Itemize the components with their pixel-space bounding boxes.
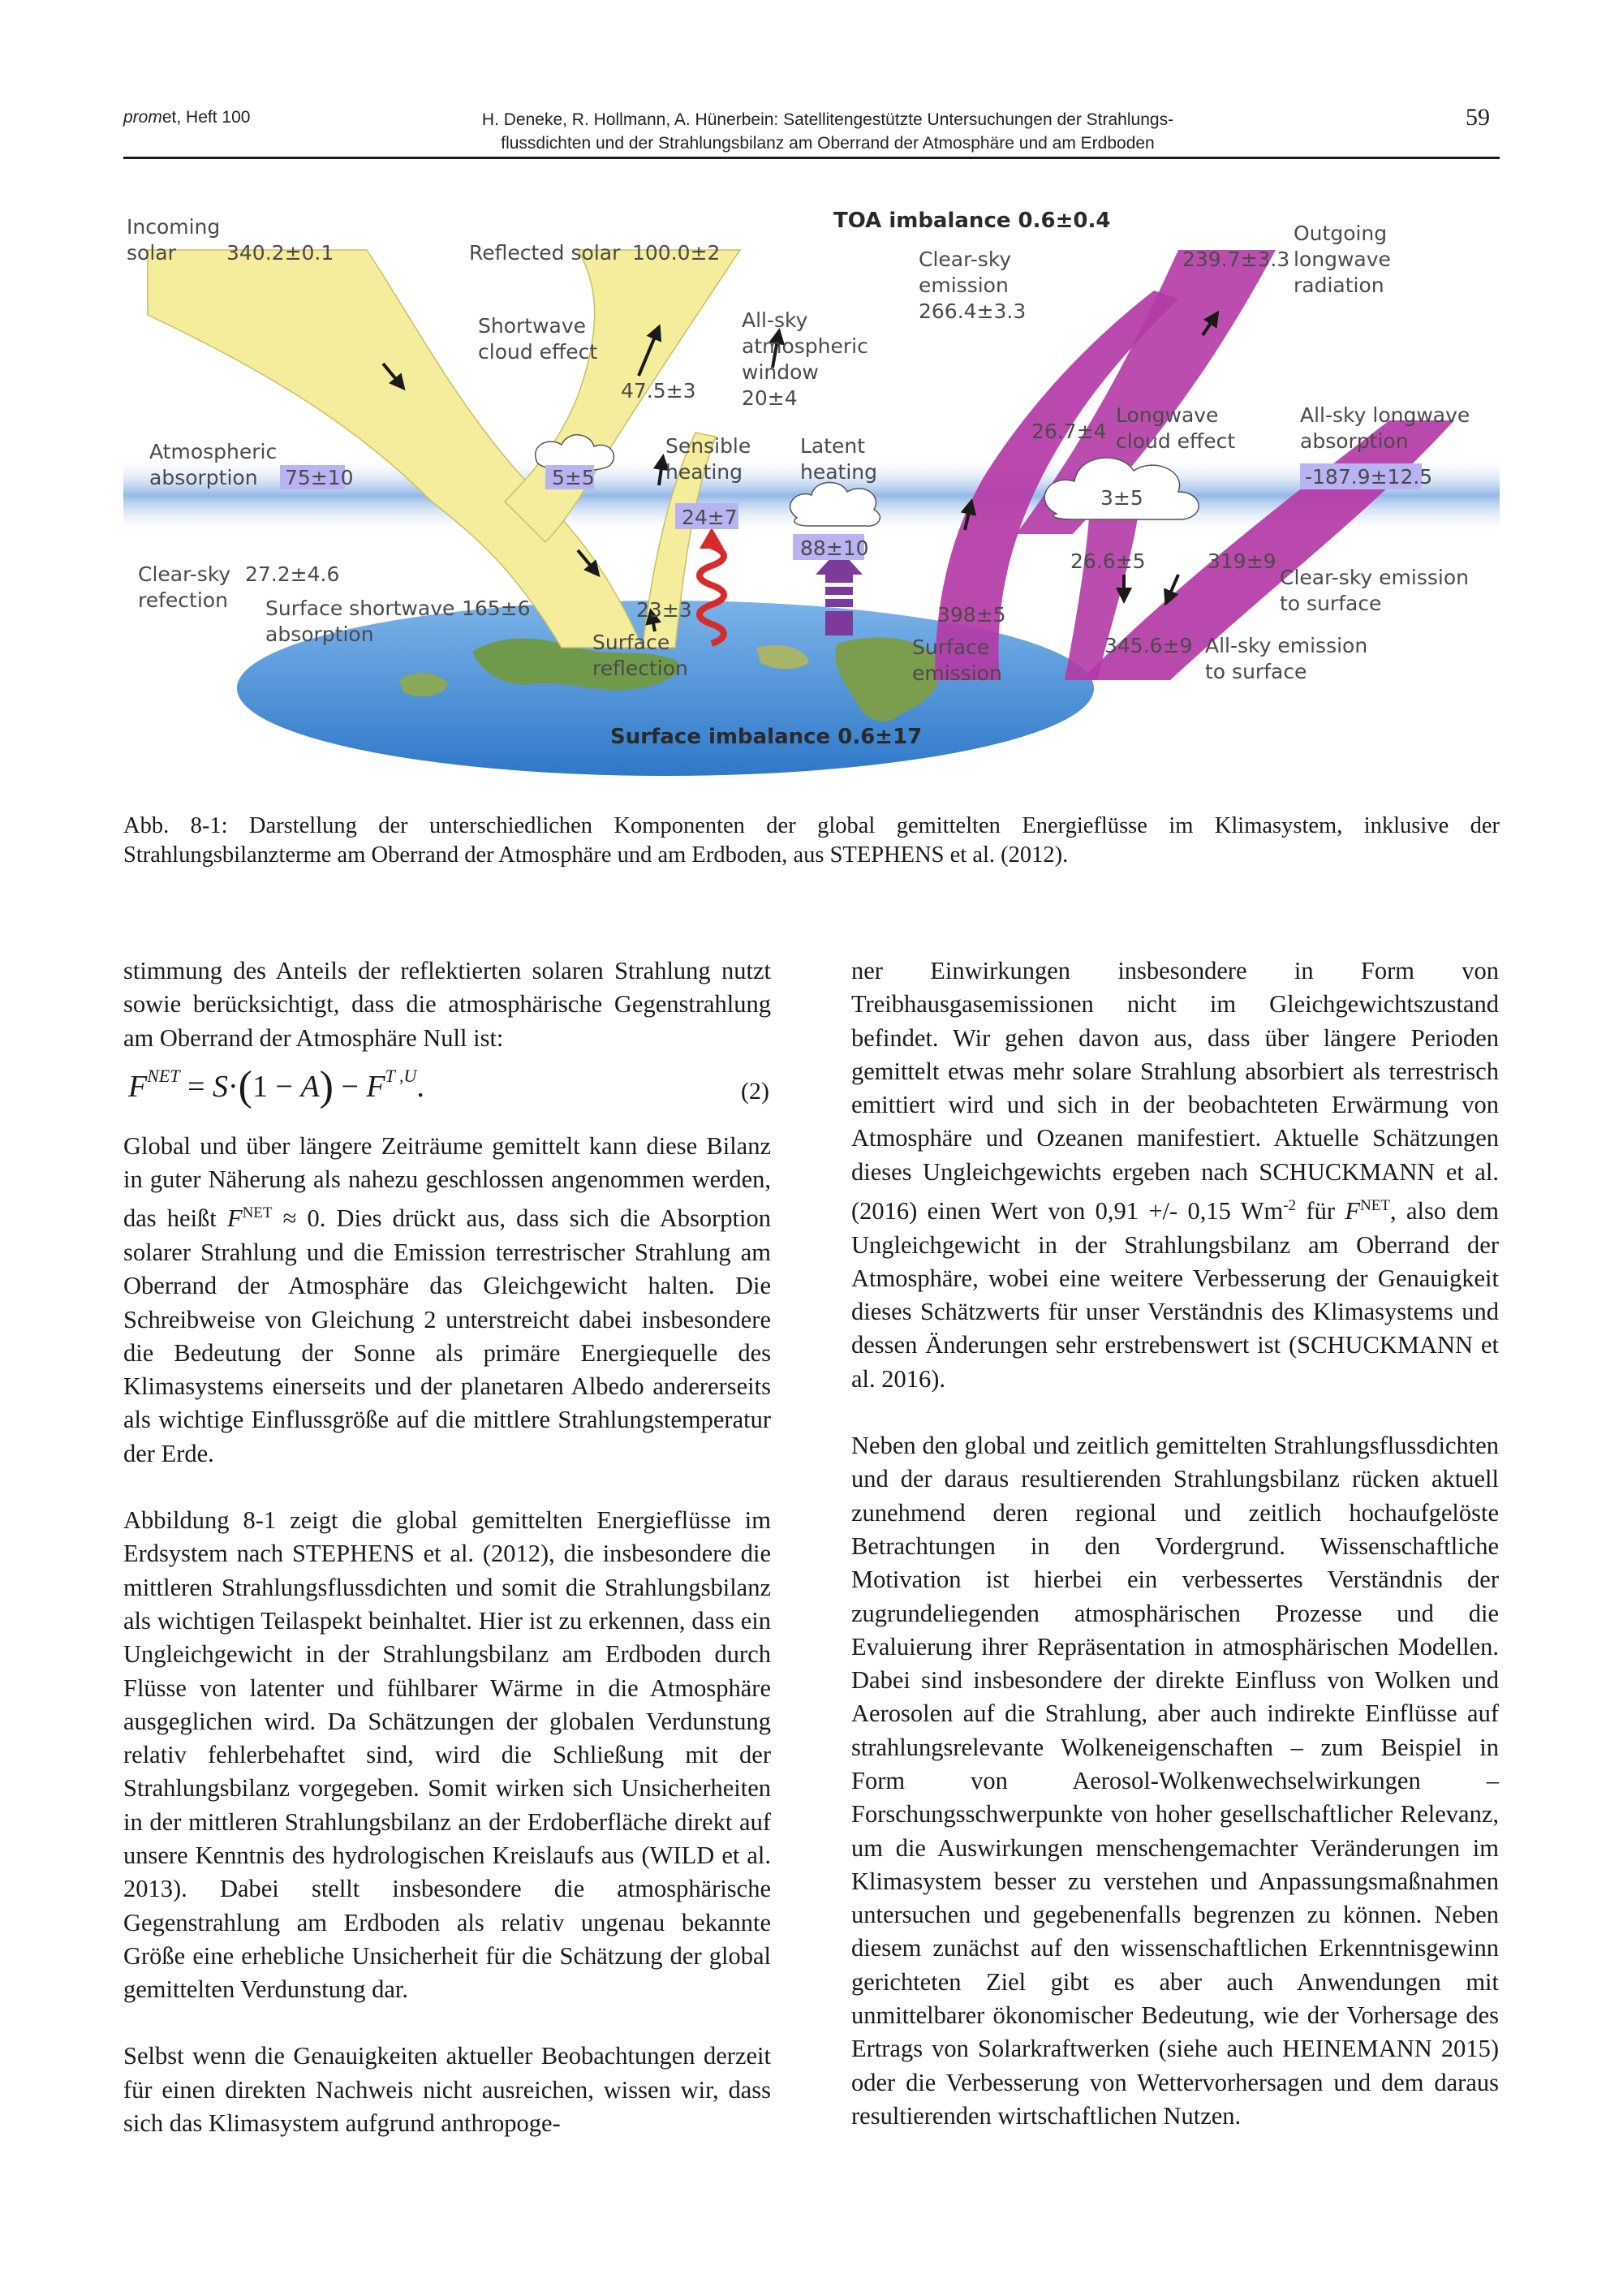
outgoing-lw-label-2: longwave [1294,248,1391,271]
incoming-solar-label-2: solar [127,241,176,265]
clear-sky-emission-label-2: emission [919,274,1009,297]
surface-sw-abs-value: 165±6 [462,597,531,620]
page-number: 59 [1466,104,1490,131]
atm-absorption-label-2: absorption [149,466,258,489]
sensible-heating-label-1: Sensible [665,434,751,458]
all-sky-lw-abs-value: -187.9±12.5 [1305,465,1433,489]
all-sky-window-value: 20±4 [742,386,798,410]
right-p1-text-b: für [1296,1197,1345,1226]
atm-absorption-label-1: Atmospheric [149,440,278,463]
journal-name-italic: prom [123,108,162,127]
all-sky-window-label-3: window [742,360,819,384]
eq-a: A [300,1069,320,1104]
clear-sky-to-surface-label-2: to surface [1280,592,1382,615]
toa-imbalance: TOA imbalance 0.6±0.4 [833,209,1111,233]
right-p1-text-a: ner Einwirkungen insbesondere in Form von Treibhausgasemissionen nicht im Gleichgewichtszustand befindet. Wir gehen davon aus, dass über längere Perioden gemittelt etwas mehr solare Strahlung absorbiert als terrestrisch emittiert wird und sich in der beobachteten Erwärmung von Atmosphäre und Ozeanen manifestiert. Aktuelle Schätzungen dieses Ungleichgewichts ergeben nach SCHUCKMANN et al. (2016) einen Wert von 0,91 +/- 0,15 Wm [851,957,1499,1226]
surface-emission-label-2: emission [912,661,1002,685]
latent-heating-label-1: Latent [800,434,866,458]
clear-sky-reflection-value: 27.2±4.6 [245,562,340,586]
eq-f-sup: T ,U [385,1065,417,1086]
eq-dot: · [228,1069,239,1104]
left-p2-symbol: F [226,1204,243,1233]
surface-reflection-value: 23±3 [636,598,692,622]
latent-heating-value: 88±10 [800,536,869,560]
eq-sign: = [187,1069,205,1104]
all-sky-lw-abs-label-2: absorption [1300,429,1409,453]
surface-imbalance: Surface imbalance 0.6±17 [610,725,923,749]
eq-f: F [366,1069,385,1104]
surface-sw-abs-label-1: Surface shortwave [265,597,455,620]
clear-sky-to-surface-label-1: Clear-sky emission [1280,566,1469,589]
clear-sky-emission-label-1: Clear-sky [919,248,1012,271]
left-column [123,954,771,2140]
left-paragraph-1: stimmung des Anteils der reflektierten solaren Strahlung nutzt sowie berücksichtigt, dass die atmosphärische Gegenstrahlung am Oberrand der Atmosphäre Null ist: [123,957,771,1052]
right-paragraph-1 [851,954,1499,1396]
right-p1-symbol-sup: NET [1360,1197,1390,1215]
outgoing-lw-value: 239.7±3.3 [1182,248,1290,271]
energy-flux-figure [123,193,1500,779]
right-p1-symbol: F [1345,1197,1361,1226]
left-paragraph-2 [123,1130,771,1471]
running-title [418,108,1238,155]
clear-sky-emission-value: 266.4±3.3 [919,299,1027,323]
all-sky-to-surface-label-1: All-sky emission [1205,634,1368,657]
latent-heating-label-2: heating [800,460,878,484]
cloud-sw-value: 5±5 [552,466,595,489]
eq-period: . [416,1069,424,1104]
sensible-heating-label-2: heating [665,460,743,484]
lw-cloud-value-2: 3±5 [1100,486,1143,510]
left-p2-text-a: Global und über längere Zeiträume gemittelt kann diese Bilanz in guter Näherung als nahezu geschlossen angenommen werden, das heißt [123,1131,771,1233]
clear-sky-to-surface-value: 319±9 [1208,549,1276,573]
surface-emission-label-1: Surface [912,635,990,659]
clear-sky-reflection-label-1: Clear-sky [138,562,231,586]
shortwave-cloud-label-2: cloud effect [478,340,598,364]
atm-absorption-value: 75±10 [285,466,354,489]
left-p2-text-b: ≈ 0. Dies drückt aus, dass sich die Absorption solarer Strahlung und die Emission terrestrischer Strahlung am Oberrand der Atmosphäre das Gleichgewicht halten. Die Schreibweise von Gleichung 2 unterstreicht dabei insbesondere die Bedeutung der Sonne als primäre Energiequelle des Klimasystems einerseits und der planetaren Albedo andererseits als wichtige Einflussgröße auf die mittlere Strahlungstemperatur der Erde. [123,1204,771,1467]
eq-lhs: F [128,1069,148,1104]
right-p1-text-c: , also dem Ungleichgewicht in der Strahlungsbilanz am Oberrand der Atmosphäre, wobei eine weitere Verbesserung der Genauigkeit dieses Schätzwerts für unser Verständnis des Klimasystems und dessen Änderungen sehr erstrebenswert ist (SCHUCKMANN et al. 2016). [851,1197,1499,1393]
equation-body [128,1062,424,1109]
clear-sky-reflection-label-2: refection [138,588,228,612]
figure-caption: Abb. 8-1: Darstellung der unterschiedlichen Komponenten der global gemittelten Energieflüsse im Klimasystem, inklusive der Strahlungsbilanzterme am Oberrand der Atmosphäre und am Erdboden, aus STEPHENS et al. (2012). [123,813,1500,868]
left-paragraph-3: Abbildung 8-1 zeigt die global gemittelten Energieflüsse im Erdsystem nach STEPHENS et al. (2012), die insbesondere die mittleren Strahlungsflussdichten und somit die Strahlungsbilanz als wichtigen Teilaspekt beinhaltet. Hier ist zu erkennen, dass ein Ungleichgewicht in der Strahlungsbilanz am Erdboden durch Flüsse von latenter und fühlbarer Wärme in die Atmosphäre ausgeglichen wird. Da Schätzungen der globalen Verdunstung relativ fehlerbehaftet sind, wird die Schließung mit der Strahlungsbilanz vorgegeben. Somit wirken sich Unsicherheiten in der mittleren Strahlungsbilanz an der Erdoberfläche direkt auf unsere Kenntnis des hydrologischen Kreislaufs aus (WILD et al. 2013). Dabei stellt insbesondere die atmosphärische Gegenstrahlung am Erdboden als relativ ungenau bekannte Größe eine erhebliche Unsicherheit für die Schätzung der global gemittelten Verdunstung dar. [123,1506,771,2004]
outgoing-lw-label-1: Outgoing [1294,222,1388,245]
incoming-solar-label-1: Incoming [127,215,221,239]
all-sky-window-label-2: atmospheric [742,334,868,358]
energy-flux-diagram [123,193,1500,779]
running-title-line-2: flussdichten und der Strahlungsbilanz am Oberrand der Atmosphäre und am Erdboden [501,134,1155,153]
all-sky-to-surface-label-2: to surface [1205,660,1307,683]
incoming-solar-value: 340.2±0.1 [226,241,334,265]
equation-number: (2) [741,1077,769,1105]
lw-cloud-effect-label-1: Longwave [1116,403,1219,427]
surface-sw-abs-label-2: absorption [265,622,374,646]
left-paragraph-4: Selbst wenn die Genauigkeiten aktueller Beobachtungen derzeit für einen direkten Nachweis nicht ausreichen, wissen wir, dass sich das Klimasystem aufgrund anthropoge- [123,2042,771,2138]
eq-minus: − [333,1069,367,1104]
surface-emission-value: 398±5 [937,603,1006,627]
right-column [851,954,1499,2133]
surface-reflection-label-2: reflection [592,657,688,680]
sensible-heating-value: 24±7 [682,506,738,529]
outgoing-lw-label-3: radiation [1294,274,1384,297]
lw-cloud-effect-label-2: cloud effect [1116,429,1236,453]
eq-rparen: ) [319,1062,334,1109]
all-sky-lw-abs-label-1: All-sky longwave [1300,403,1470,427]
surface-reflection-label-1: Surface [592,631,670,654]
header-rule [123,157,1500,159]
left-p2-sup: NET [242,1204,273,1222]
eq-one-minus: 1 − [252,1069,301,1104]
all-sky-window-label-1: All-sky [742,308,808,332]
journal-name [123,108,250,127]
reflected-solar-label: Reflected solar [469,241,621,265]
all-sky-to-surface-value: 345.6±9 [1104,634,1193,657]
eq-s: S [213,1069,229,1104]
reflected-solar-value: 100.0±2 [632,241,721,265]
shortwave-cloud-label-1: Shortwave [478,314,587,338]
lw-down-cloud-value: 26.6±5 [1070,549,1146,573]
equation-2 [123,1055,771,1130]
right-paragraph-2: Neben den global und zeitlich gemittelten Strahlungsflussdichten und der daraus resultierenden Strahlungsbilanz rücken aktuell zunehmend deren regional und zeitlich hochaufgelöste Betrachtungen in den Vordergrund. Wissenschaftliche Motivation ist hierbei ein verbessertes Verständnis der zugrundeliegenden atmosphärischen Prozesse und die Evaluierung ihrer Repräsentation in atmosphärischen Modellen. Dabei sind insbesondere der direkte Einfluss von Wolken und Aerosolen auf die Strahlung, aber auch indirekte Einflüsse auf strahlungsrelevante Wolkeneigenschaften – zum Beispiel in Form von Aerosol-Wolkenwechselwirkungen – Forschungsschwerpunkte von hoher gesellschaftlicher Relevanz, um die Auswirkungen menschengemachter Veränderungen im Klimasystem besser zu verstehen und Anpassungsmaßnahmen untersuchen und gegebenenfalls begrenzen zu können. Neben diesem zunächst auf den wissenschaftlichen Erkenntnisgewinn gerichteten Ziel gibt es aber auch Anwendungen mit unmittelbarer ökonomischer Bedeutung, wie der Vorhersage des Ertrags von Solarkraftwerken (siehe auch HEINEMANN 2015) oder die Verbesserung von Wettervorhersagen und dem daraus resultierenden wirtschaftlichen Nutzen. [851,1432,1499,2130]
right-p1-unit-sup: -2 [1283,1197,1297,1215]
running-title-line-1: H. Deneke, R. Hollmann, A. Hünerbein: Satellitengestützte Untersuchungen der Strahlungs- [481,110,1174,129]
shortwave-cloud-value: 47.5±3 [621,379,696,403]
lw-cloud-value: 26.7±4 [1031,420,1107,443]
eq-lparen: ( [238,1062,252,1109]
journal-name-rest: et, Heft 100 [161,108,251,127]
eq-lhs-sup: NET [147,1065,180,1086]
